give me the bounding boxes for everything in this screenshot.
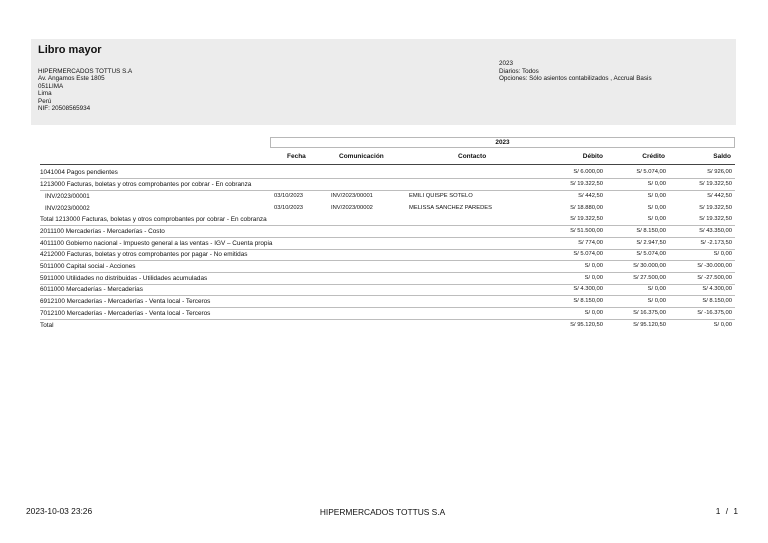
balance-cell: S/ 43.350,00	[699, 228, 732, 234]
options-journals: Diarios: Todos	[499, 67, 539, 75]
credit-cell: S/ 0,00	[647, 216, 666, 222]
table-row	[40, 214, 735, 226]
credit-cell: S/ 27.500,00	[633, 275, 666, 281]
credit-cell: S/ 5.074,00	[636, 169, 666, 175]
debit-cell: S/ 4.300,00	[573, 286, 603, 292]
table-row	[40, 296, 735, 308]
account-name: 5911000 Utilidades no distribuidas - Utilidades acumuladas	[40, 275, 208, 282]
balance-cell: S/ 19.322,50	[699, 181, 732, 187]
account-name: INV/2023/00001	[45, 193, 90, 200]
debit-cell: S/ 19.322,50	[570, 216, 603, 222]
table-row	[40, 191, 735, 202]
account-name: 7012100 Mercaderías - Mercaderías - Venta local - Terceros	[40, 310, 211, 317]
credit-cell: S/ 30.000,00	[633, 263, 666, 269]
contact-cell: MELISSA SANCHEZ PAREDES	[409, 205, 493, 211]
company-address: Av. Angamos Este 1805	[38, 75, 105, 83]
table-row	[40, 261, 735, 273]
column-header-fecha: Fecha	[287, 153, 306, 160]
table-row	[40, 284, 735, 296]
footer-page-number: 1 / 1	[715, 506, 738, 516]
company-postal: 051LIMA	[38, 82, 64, 90]
account-name: 2011100 Mercaderías - Mercaderías - Costo	[40, 228, 165, 235]
account-name: 4212000 Facturas, boletas y otros comprobantes por pagar - No emitidas	[40, 251, 248, 258]
credit-cell: S/ 0,00	[647, 298, 666, 304]
debit-cell: S/ 0,00	[584, 310, 603, 316]
debit-cell: S/ 18.880,00	[570, 205, 603, 211]
table-row	[40, 308, 735, 320]
balance-cell: S/ 4.300,00	[702, 286, 732, 292]
credit-cell: S/ 16.375,00	[633, 310, 666, 316]
footer-timestamp: 2023-10-03 23:26	[26, 506, 93, 516]
account-name: Total 1213000 Facturas, boletas y otros comprobantes por cobrar - En cobranza	[40, 216, 267, 223]
debit-cell: S/ 5.074,00	[573, 251, 603, 257]
contact-cell: EMILI QUISPE SOTELO	[409, 193, 473, 199]
debit-cell: S/ 442,50	[578, 193, 603, 199]
communication-cell: INV/2023/00002	[331, 205, 373, 211]
footer-company: HIPERMERCADOS TOTTUS S.A	[319, 507, 446, 517]
column-header-comunicacion: Comunicación	[339, 153, 384, 160]
balance-cell: S/ 19.322,50	[699, 216, 732, 222]
credit-cell: S/ 0,00	[647, 193, 666, 199]
credit-cell: S/ 0,00	[647, 181, 666, 187]
debit-cell: S/ 0,00	[584, 263, 603, 269]
report-options	[499, 60, 652, 83]
communication-cell: INV/2023/00001	[331, 193, 373, 199]
debit-cell: S/ 774,00	[578, 240, 603, 246]
debit-cell: S/ 6.000,00	[573, 169, 603, 175]
credit-cell: S/ 2.947,50	[636, 240, 666, 246]
table-row	[40, 226, 735, 238]
account-name: INV/2023/00002	[45, 205, 90, 212]
report-header	[31, 39, 736, 125]
company-country: Perú	[38, 97, 52, 105]
credit-cell: S/ 0,00	[647, 205, 666, 211]
credit-cell: S/ 0,00	[647, 286, 666, 292]
date-cell: 03/10/2023	[274, 205, 304, 211]
balance-cell: S/ 8.150,00	[702, 298, 732, 304]
account-name: 6011000 Mercaderías - Mercaderías	[40, 286, 143, 293]
date-cell: 03/10/2023	[274, 193, 304, 199]
table-row	[40, 203, 735, 214]
table-row	[40, 320, 735, 331]
credit-cell: S/ 5.074,00	[636, 251, 666, 257]
credit-cell: S/ 95.120,50	[633, 322, 666, 328]
company-name: HIPERMERCADOS TOTTUS S.A	[38, 68, 133, 75]
account-name: Total	[40, 322, 54, 329]
debit-cell: S/ 19.322,50	[570, 181, 603, 187]
balance-cell: S/ 19.322,50	[699, 205, 732, 211]
options-filters: Opciones: Sólo asientos contabilizados , Accrual Basis	[499, 75, 652, 83]
column-header-contacto: Contacto	[458, 153, 487, 160]
account-name: 6912100 Mercaderías - Mercaderías - Venta local - Terceros	[40, 298, 211, 305]
debit-cell: S/ 8.150,00	[573, 298, 603, 304]
report-title: Libro mayor	[38, 44, 102, 56]
balance-cell: S/ 0,00	[713, 251, 732, 257]
column-header-debito: Débito	[582, 153, 603, 160]
balance-cell: S/ -27.500,00	[697, 275, 732, 281]
debit-cell: S/ 51.500,00	[570, 228, 603, 234]
debit-cell: S/ 0,00	[584, 275, 603, 281]
debit-cell: S/ 95.120,50	[570, 322, 603, 328]
credit-cell: S/ 8.150,00	[636, 228, 666, 234]
balance-cell: S/ 442,50	[707, 193, 732, 199]
options-year: 2023	[499, 60, 514, 67]
period-header: 2023	[270, 137, 735, 148]
account-name: 1041004 Pagos pendientes	[40, 169, 118, 176]
company-info	[38, 68, 132, 112]
balance-cell: S/ 0,00	[713, 322, 732, 328]
table-row	[40, 249, 735, 261]
column-header-saldo: Saldo	[713, 153, 731, 160]
table-row	[40, 167, 735, 179]
balance-cell: S/ -30.000,00	[697, 263, 732, 269]
balance-cell: S/ 926,00	[707, 169, 732, 175]
header-divider	[40, 164, 735, 165]
table-row	[40, 179, 735, 191]
balance-cell: S/ -16.375,00	[697, 310, 732, 316]
company-nif: NIF: 20508565934	[38, 105, 91, 113]
account-name: 4011100 Gobierno nacional - Impuesto general a las ventas - IGV – Cuenta propia	[40, 240, 273, 247]
company-city: Lima	[38, 90, 52, 98]
account-name: 5011000 Capital social - Acciones	[40, 263, 136, 270]
column-header-credito: Crédito	[642, 153, 665, 160]
account-name: 1213000 Facturas, boletas y otros comprobantes por cobrar - En cobranza	[40, 181, 252, 188]
balance-cell: S/ -2.173,50	[700, 240, 732, 246]
